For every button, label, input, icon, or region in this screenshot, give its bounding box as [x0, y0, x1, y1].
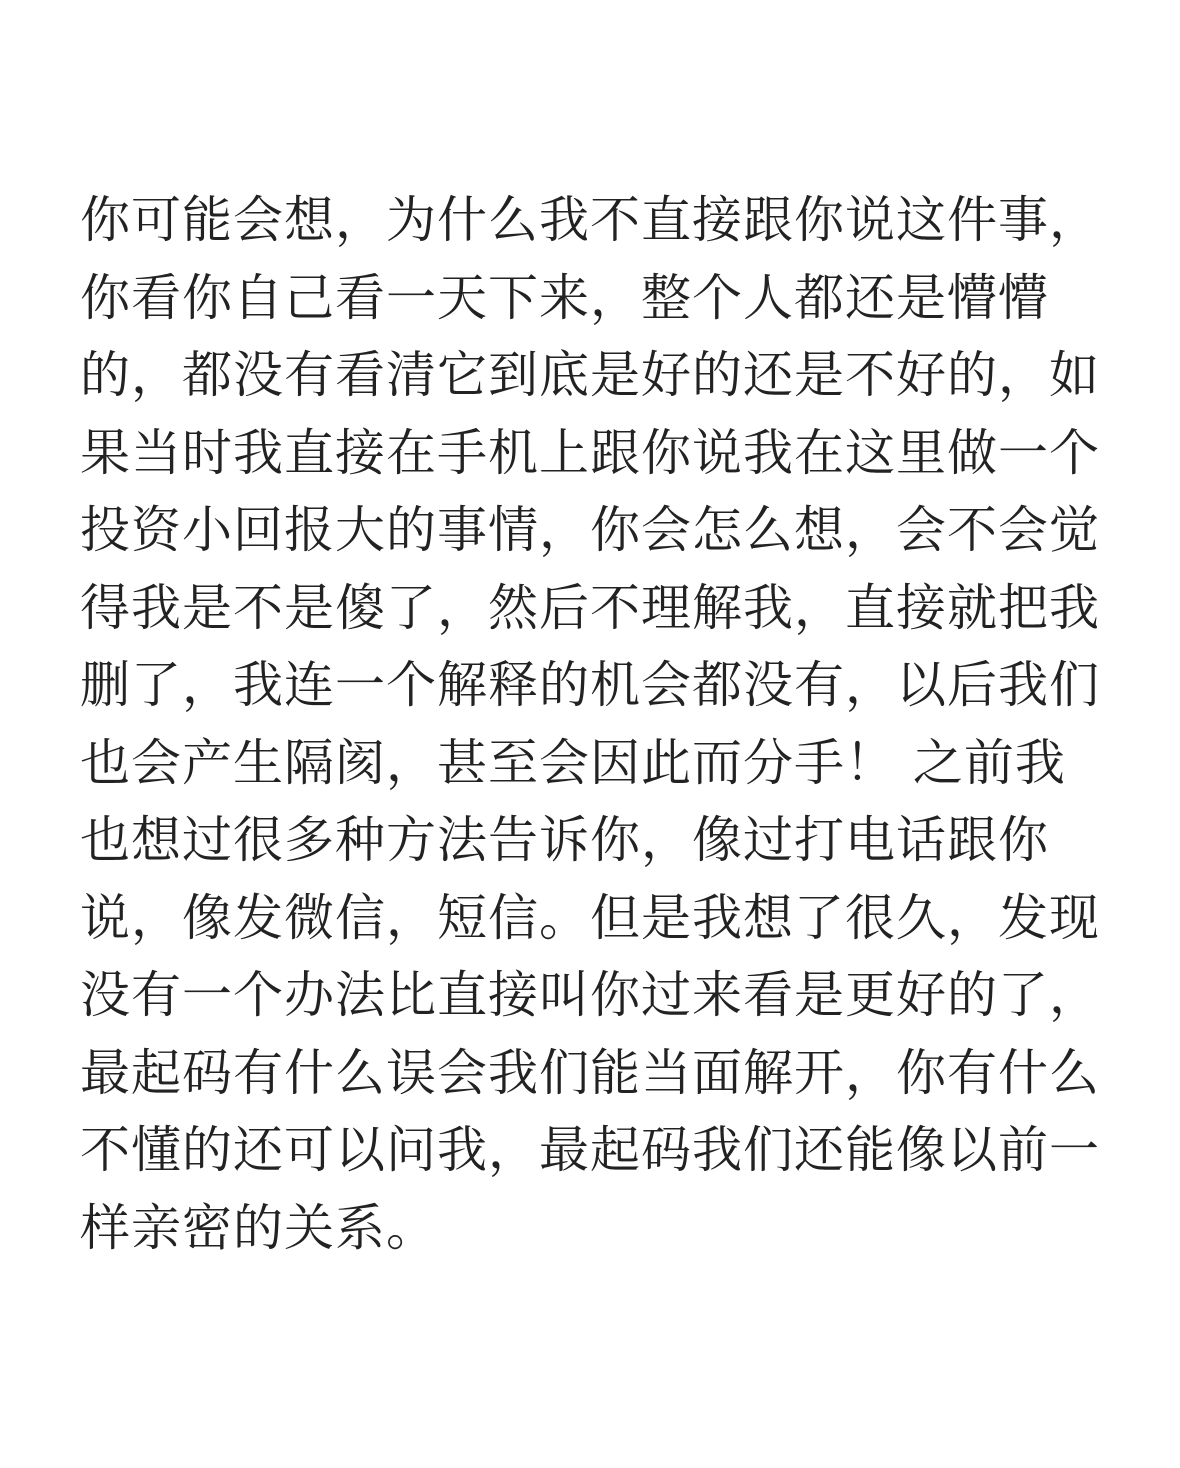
text-line: 最起码有什么误会我们能当面解开，你有什么 — [80, 1043, 1100, 1102]
text-line: 你可能会想，为什么我不直接跟你说这件事， — [80, 191, 1100, 249]
text-line: 样亲密的关系。 — [80, 1198, 437, 1257]
text-line: 你看你自己看一天下来，整个人都还是懵懵 — [80, 268, 1049, 327]
text-line: 不懂的还可以问我，最起码我们还能像以前一 — [80, 1121, 1100, 1179]
text-line: 也想过很多种方法告诉你，像过打电话跟你 — [80, 811, 1049, 869]
text-line: 的，都没有看清它到底是好的还是不好的，如 — [80, 346, 1100, 404]
text-line: 删了，我连一个解释的机会都没有，以后我们 — [80, 656, 1100, 714]
text-line: 投资小回报大的事情，你会怎么想，会不会觉 — [80, 501, 1100, 559]
text-line: 也会产生隔阂，甚至会因此而分手！ 之前我 — [80, 733, 1066, 792]
text-line: 说，像发微信，短信。但是我想了很久，发现 — [80, 888, 1100, 947]
text-line: 没有一个办法比直接叫你过来看是更好的了， — [80, 966, 1100, 1024]
text-line: 得我是不是傻了，然后不理解我，直接就把我 — [80, 578, 1100, 637]
message-text-block — [80, 182, 1110, 1267]
text-line: 果当时我直接在手机上跟你说我在这里做一个 — [80, 423, 1100, 482]
